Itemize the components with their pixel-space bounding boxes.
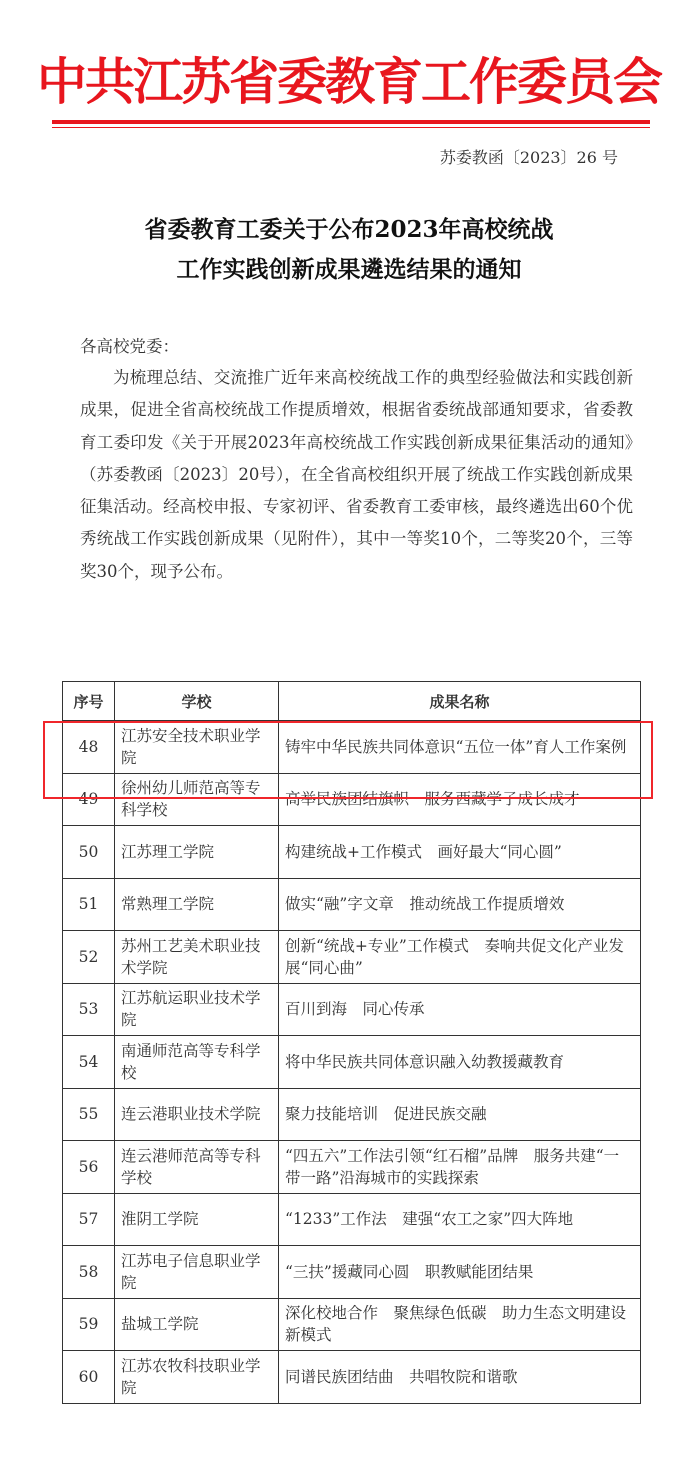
document-number: 苏委教函〔2023〕26 号 (439, 148, 618, 167)
row-school: 南通师范高等专科学校 (115, 1036, 279, 1089)
row-school: 盐城工学院 (115, 1298, 279, 1351)
row-school: 连云港职业技术学院 (115, 1088, 279, 1141)
row-title: 聚力技能培训 促进民族交融 (279, 1088, 641, 1141)
row-number: 56 (63, 1141, 115, 1194)
table-row (63, 983, 641, 1036)
salutation: 各高校党委： (80, 337, 179, 356)
notice-title-line-2: 工作实践创新成果遴选结果的通知 (176, 256, 522, 283)
row-title: 构建统战+工作模式 画好最大“同心圆” (279, 826, 641, 879)
table-row (63, 878, 641, 931)
row-title: 同谱民族团结曲 共唱牧院和谐歌 (279, 1351, 641, 1404)
row-number: 59 (63, 1298, 115, 1351)
red-rule-thick (52, 120, 650, 124)
table-row (63, 826, 641, 879)
row-school: 江苏农牧科技职业学院 (115, 1351, 279, 1404)
row-school: 徐州幼儿师范高等专科学校 (115, 773, 279, 826)
row-title: 创新“统战+专业”工作模式 奏响共促文化产业发展“同心曲” (279, 931, 641, 984)
row-school: 江苏理工学院 (115, 826, 279, 879)
table-row (63, 1036, 641, 1089)
row-number: 48 (63, 721, 115, 774)
table-row (63, 1193, 641, 1246)
table-row (63, 1141, 641, 1194)
notice-title-line-1: 省委教育工委关于公布2023年高校统战 (144, 216, 554, 243)
row-school: 淮阴工学院 (115, 1193, 279, 1246)
row-number: 52 (63, 931, 115, 984)
table-row (63, 931, 641, 984)
row-number: 51 (63, 878, 115, 931)
row-school: 常熟理工学院 (115, 878, 279, 931)
row-school: 江苏安全技术职业学院 (115, 721, 279, 774)
row-number: 54 (63, 1036, 115, 1089)
row-title: 将中华民族共同体意识融入幼教援藏教育 (279, 1036, 641, 1089)
org-masthead: 中共江苏省委教育工作委员会 (37, 52, 661, 111)
table-row (63, 1298, 641, 1351)
row-school: 连云港师范高等专科学校 (115, 1141, 279, 1194)
row-number: 49 (63, 773, 115, 826)
row-school: 江苏航运职业技术学院 (115, 983, 279, 1036)
row-title: 深化校地合作 聚焦绿色低碳 助力生态文明建设新模式 (279, 1298, 641, 1351)
table-row (63, 1351, 641, 1404)
row-number: 60 (63, 1351, 115, 1404)
table-header-row (63, 682, 641, 721)
row-title: 百川到海 同心传承 (279, 983, 641, 1036)
row-school: 苏州工艺美术职业技术学院 (115, 931, 279, 984)
row-title: “1233”工作法 建强“农工之家”四大阵地 (279, 1193, 641, 1246)
highlight-box-row-48 (43, 721, 653, 799)
row-number: 55 (63, 1088, 115, 1141)
row-title: 高举民族团结旗帜 服务西藏学子成长成才 (279, 773, 641, 826)
row-number: 50 (63, 826, 115, 879)
row-title: “三扶”援藏同心圆 职教赋能团结果 (279, 1246, 641, 1299)
table-row (63, 1088, 641, 1141)
header-number: 序号 (63, 682, 115, 721)
table-row (63, 1246, 641, 1299)
row-number: 57 (63, 1193, 115, 1246)
red-rule-thin (52, 127, 650, 128)
notice-body: 为梳理总结、交流推广近年来高校统战工作的典型经验做法和实践创新成果，促进全省高校统战工作提质增效，根据省委统战部通知要求，省委教育工委印发《关于开展2023年高校统战工作实践创新成果征集活动的通知》（苏委教函〔2023〕20号），在全省高校组织开展了统战工作实践创新成果征集活动。经高校申报、专家初评、省委教育工委审核，最终遴选出60个优秀统战工作实践创新成果（见附件），其中一等奖10个，二等奖20个，三等奖30个，现予公布。 (80, 368, 633, 581)
row-number: 58 (63, 1246, 115, 1299)
row-title: 铸牢中华民族共同体意识“五位一体”育人工作案例 (279, 721, 641, 774)
row-title: “四五六”工作法引领“红石榴”品牌 服务共建“一带一路”沿海城市的实践探索 (279, 1141, 641, 1194)
row-school: 江苏电子信息职业学院 (115, 1246, 279, 1299)
header-achievement: 成果名称 (279, 682, 641, 721)
row-number: 53 (63, 983, 115, 1036)
row-title: 做实“融”字文章 推动统战工作提质增效 (279, 878, 641, 931)
notice-title (0, 210, 698, 290)
header-school: 学校 (115, 682, 279, 721)
